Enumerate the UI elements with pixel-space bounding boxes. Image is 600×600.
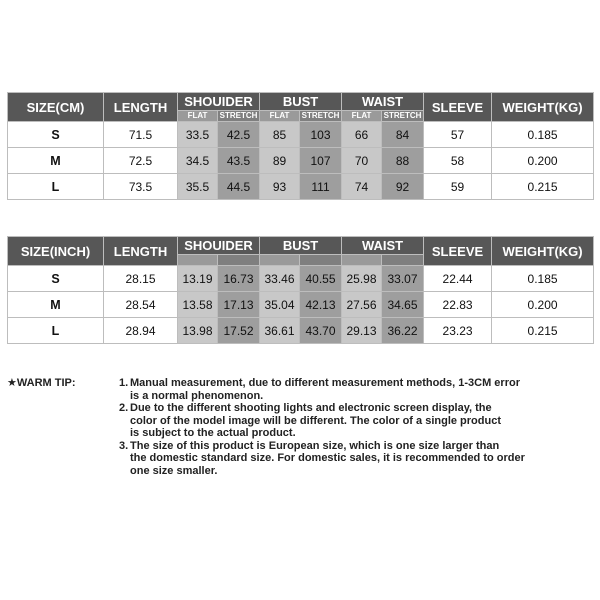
- waist-flat-label: FLAT: [342, 111, 382, 122]
- shoulder-flat-cell: 13.98: [178, 318, 218, 344]
- tip-line: is a normal phenomenon.: [130, 389, 264, 402]
- tip-text: [130, 440, 593, 478]
- waist-header: WAIST: [342, 93, 424, 111]
- length-cell: 28.54: [104, 292, 178, 318]
- waist-flat-cell: 27.56: [342, 292, 382, 318]
- bust-flat-label: FLAT: [260, 111, 300, 122]
- shoulder-stretch-cell: 17.52: [218, 318, 260, 344]
- waist-stretch-label: STRETCH: [382, 111, 424, 122]
- bust-flat-cell: 85: [260, 122, 300, 148]
- shoulder-flat-cell: 13.58: [178, 292, 218, 318]
- sleeve-cell: 57: [424, 122, 492, 148]
- waist-header: WAIST: [342, 237, 424, 255]
- bust-flat-cell: 36.61: [260, 318, 300, 344]
- size-table-inch: [7, 236, 594, 344]
- bust-stretch-cell: 40.55: [300, 266, 342, 292]
- weight-cell: 0.215: [492, 318, 594, 344]
- tip-line: Manual measurement, due to different measurement methods, 1-3CM error: [130, 377, 520, 389]
- length-header: LENGTH: [104, 93, 178, 122]
- waist-stretch-cell: 88: [382, 148, 424, 174]
- tip-number: 1.: [119, 377, 129, 389]
- size-cell: M: [8, 148, 104, 174]
- shoulder-stretch-cell: 42.5: [218, 122, 260, 148]
- bust-stretch-cell: 111: [300, 174, 342, 200]
- waist-flat-cell: 70: [342, 148, 382, 174]
- table-row: [8, 292, 594, 318]
- bust-stretch-cell: 43.70: [300, 318, 342, 344]
- shoulder-flat-cell: 13.19: [178, 266, 218, 292]
- shoulder-flat-cell: 33.5: [178, 122, 218, 148]
- shoulder-flat-cell: 34.5: [178, 148, 218, 174]
- size-cell: M: [8, 292, 104, 318]
- waist-stretch-cell: 84: [382, 122, 424, 148]
- bust-flat-cell: 33.46: [260, 266, 300, 292]
- waist-flat-cell: 25.98: [342, 266, 382, 292]
- bust-header: BUST: [260, 93, 342, 111]
- warm-tip-label: ★WARM TIP:: [7, 377, 76, 389]
- waist-stretch-label: [382, 255, 424, 266]
- bust-stretch-label: STRETCH: [300, 111, 342, 122]
- size-table-cm: [7, 92, 594, 200]
- shoulder-stretch-cell: 43.5: [218, 148, 260, 174]
- sleeve-header: SLEEVE: [424, 237, 492, 266]
- tip-line: color of the model image will be different. The color of a single product: [130, 414, 501, 427]
- tip-item: [119, 377, 593, 402]
- length-cell: 72.5: [104, 148, 178, 174]
- weight-cell: 0.185: [492, 122, 594, 148]
- shoulder-stretch-cell: 44.5: [218, 174, 260, 200]
- tip-text: [130, 402, 593, 440]
- weight-cell: 0.200: [492, 292, 594, 318]
- length-header: LENGTH: [104, 237, 178, 266]
- tip-number: 2.: [119, 402, 129, 414]
- shoulder-stretch-cell: 16.73: [218, 266, 260, 292]
- sleeve-cell: 22.83: [424, 292, 492, 318]
- tip-line: The size of this product is European size, which is one size larger than: [130, 439, 500, 452]
- table-row: [8, 148, 594, 174]
- tip-line: the domestic standard size. For domestic sales, it is recommended to order: [130, 452, 525, 464]
- size-cell: L: [8, 174, 104, 200]
- weight-cell: 0.200: [492, 148, 594, 174]
- tip-line: is subject to the actual product.: [130, 427, 296, 439]
- shoulder-stretch-label: STRETCH: [218, 111, 260, 122]
- size-header: SIZE(INCH): [8, 237, 104, 266]
- waist-stretch-cell: 34.65: [382, 292, 424, 318]
- bust-stretch-cell: 103: [300, 122, 342, 148]
- bust-stretch-label: [300, 255, 342, 266]
- bust-stretch-cell: 42.13: [300, 292, 342, 318]
- table-row: [8, 318, 594, 344]
- length-cell: 73.5: [104, 174, 178, 200]
- weight-header: WEIGHT(KG): [492, 93, 594, 122]
- shoulder-stretch-cell: 17.13: [218, 292, 260, 318]
- weight-cell: 0.185: [492, 266, 594, 292]
- table-row: [8, 122, 594, 148]
- waist-flat-cell: 74: [342, 174, 382, 200]
- bust-stretch-cell: 107: [300, 148, 342, 174]
- bust-flat-cell: 35.04: [260, 292, 300, 318]
- length-cell: 28.94: [104, 318, 178, 344]
- bust-header: BUST: [260, 237, 342, 255]
- warm-tip-list: [119, 377, 593, 477]
- tip-text: [130, 377, 593, 402]
- sleeve-cell: 23.23: [424, 318, 492, 344]
- tip-item: [119, 402, 593, 440]
- tip-line: Due to the different shooting lights and electronic screen display, the: [130, 402, 492, 414]
- shoulder-header: SHOUIDER: [178, 237, 260, 255]
- sleeve-cell: 58: [424, 148, 492, 174]
- bust-flat-cell: 89: [260, 148, 300, 174]
- table-row: [8, 266, 594, 292]
- waist-flat-label: [342, 255, 382, 266]
- shoulder-header: SHOUIDER: [178, 93, 260, 111]
- shoulder-flat-label: FLAT: [178, 111, 218, 122]
- size-cell: S: [8, 266, 104, 292]
- length-cell: 71.5: [104, 122, 178, 148]
- bust-flat-cell: 93: [260, 174, 300, 200]
- shoulder-stretch-label: [218, 255, 260, 266]
- sleeve-header: SLEEVE: [424, 93, 492, 122]
- weight-cell: 0.215: [492, 174, 594, 200]
- waist-stretch-cell: 92: [382, 174, 424, 200]
- sleeve-cell: 59: [424, 174, 492, 200]
- size-cell: S: [8, 122, 104, 148]
- tip-number: 3.: [119, 439, 129, 452]
- shoulder-flat-label: [178, 255, 218, 266]
- size-header: SIZE(CM): [8, 93, 104, 122]
- waist-stretch-cell: 33.07: [382, 266, 424, 292]
- length-cell: 28.15: [104, 266, 178, 292]
- size-cell: L: [8, 318, 104, 344]
- table-row: [8, 174, 594, 200]
- sleeve-cell: 22.44: [424, 266, 492, 292]
- bust-flat-label: [260, 255, 300, 266]
- tip-line: one size smaller.: [130, 464, 218, 477]
- waist-stretch-cell: 36.22: [382, 318, 424, 344]
- waist-flat-cell: 66: [342, 122, 382, 148]
- waist-flat-cell: 29.13: [342, 318, 382, 344]
- weight-header: WEIGHT(KG): [492, 237, 594, 266]
- shoulder-flat-cell: 35.5: [178, 174, 218, 200]
- tip-item: [119, 440, 593, 478]
